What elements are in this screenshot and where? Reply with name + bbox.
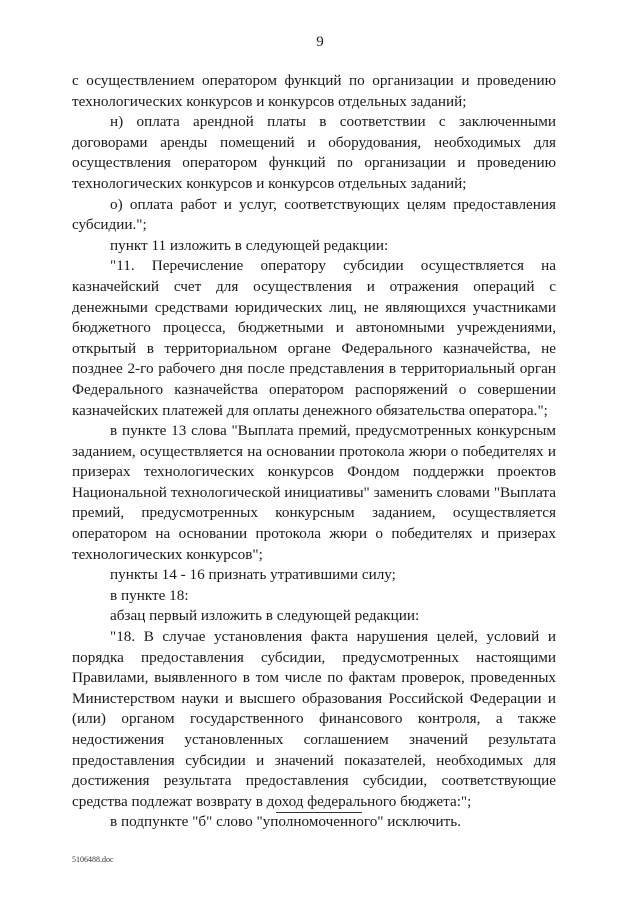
paragraph-point-18-first-para: абзац первый изложить в следующей редакции: <box>110 607 420 625</box>
paragraph-point-13-amendment: в пункте 13 слова "Выплата премий, предусмотренных конкурсным заданием, осуществляется на основании протокола жюри о победителях и призерах технологических конкурсов Фондом поддержки проектов Национальной технологической инициативы" заменить словами "Выплата премий, предусмотренных конкурсным заданием, осуществляется оператором на основании протокола жюри о победителях и призерах технологических конкурсов"; <box>72 422 556 563</box>
paragraph-point-18-text: "18. В случае установления факта нарушения целей, условий и порядка предоставления субсидии, предусмотренных настоящими Правилами, выявленного в том числе по фактам проверок, проведенных Министерством науки и высшего образования Российской Федерации и (или) органом государственного финансового контроля, а также недостижения установленных соглашением значений результата предоставления субсидии и значений показателей, необходимых для достижения результата предоставления субсидии, соответствующие средства подлежат возврату в доход федерального бюджета:"; <box>72 628 556 810</box>
end-of-document-rule <box>276 812 362 813</box>
document-body <box>72 71 556 833</box>
paragraph-continuation: с осуществлением оператором функций по организации и проведению технологических конкурсов и конкурсов отдельных заданий; <box>72 72 556 110</box>
paragraph-point-11-text: "11. Перечисление оператору субсидии осуществляется на казначейский счет для осуществления и отражения операций с денежными средствами юридических лиц, не являющихся участниками бюджетного процесса, бюджетными и автономными учреждениями, открытый в территориальном органе Федерального казначейства, не позднее 2-го рабочего дня после представления в территориальный орган Федерального казначейства оператором распоряжений о совершении казначейских платежей для оплаты денежного обязательства оператора."; <box>72 257 556 419</box>
paragraph-item-n: н) оплата арендной платы в соответствии с заключенными договорами аренды помещений и оборудования, необходимых для осуществления оператором функций по организации и проведению технологических конкурсов и конкурсов отдельных заданий; <box>72 113 556 192</box>
paragraph-points-14-16: пункты 14 - 16 признать утратившими силу; <box>110 566 396 584</box>
page-number: 9 <box>316 34 324 50</box>
paragraph-item-o: о) оплата работ и услуг, соответствующих целям предоставления субсидии."; <box>72 195 556 234</box>
paragraph-point-11-instruction: пункт 11 изложить в следующей редакции: <box>110 236 389 254</box>
footer-doc-code: 5106488.doc <box>72 855 114 864</box>
paragraph-subpoint-b: в подпункте "б" слово "уполномоченного" исключить. <box>110 813 462 831</box>
paragraph-point-18-intro: в пункте 18: <box>110 586 189 604</box>
